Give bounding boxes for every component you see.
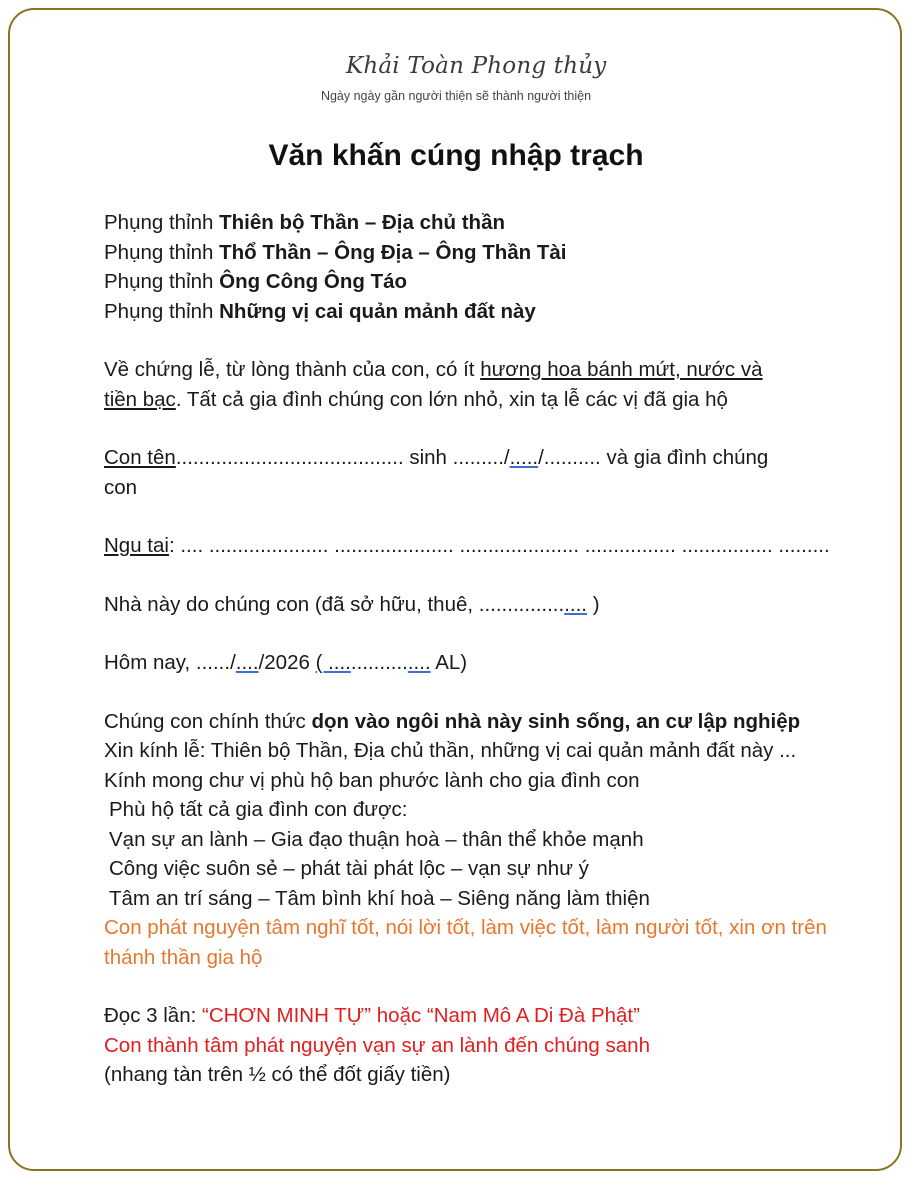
- invocation-line: [104, 267, 844, 297]
- ownership-text: Nhà này do chúng con (đã sở hữu, thuê, ...............: [104, 592, 565, 616]
- invocation-line: [104, 297, 844, 327]
- document-body: [104, 208, 844, 1090]
- offering-underlined: hương hoa bánh mứt, nước và: [480, 358, 763, 381]
- document-title: Văn khấn cúng nhập trạch: [268, 139, 644, 172]
- blessing-line: Công việc suôn sẻ – phát tài phát lộc – vạn sự như ý: [109, 857, 589, 880]
- brand-logo: [340, 44, 607, 88]
- invocation-prefix: Phụng thỉnh: [104, 299, 220, 323]
- ownership-close: ): [587, 592, 600, 616]
- blessing-line: Phù hộ tất cả gia đình con được:: [109, 798, 408, 821]
- chant-line: [104, 1001, 844, 1031]
- month-blank: .....: [509, 446, 539, 469]
- closing-vow: Con thành tâm phát nguyện vạn sự an lành đến chúng sanh: [104, 1033, 650, 1057]
- date-line: [104, 648, 844, 678]
- invocation-prefix: Phụng thỉnh: [104, 240, 220, 264]
- chant-quote: “CHƠN MINH TỰ” hoặc “Nam Mô A Di Đà Phật”: [202, 1004, 640, 1027]
- blessing-line: Tâm an trí sáng – Tâm bình khí hoà – Siêng năng làm thiện: [109, 886, 650, 910]
- invocation-line: [104, 208, 844, 238]
- day-blank: ....: [235, 651, 259, 674]
- invocation-prefix: Phụng thỉnh: [104, 270, 220, 293]
- brand-name: Khải Toàn Phong thủy: [346, 53, 607, 79]
- blessing-intro: Xin kính lễ: Thiên bộ Thần, Địa chủ thần, những vị cai quản mảnh đất này ... Kính mong chư vị phù hộ ban phước lành cho gia đình con: [104, 739, 797, 792]
- blessing-line: Vạn sự an lành – Gia đạo thuận hoà – thân thể khỏe mạnh: [109, 827, 644, 851]
- year-blank: .......... và gia đình chúng: [543, 446, 769, 469]
- name-line-continuation: con: [104, 475, 138, 499]
- date-separator: /: [538, 446, 544, 469]
- spacer: [104, 678, 844, 707]
- name-line: [104, 443, 844, 502]
- incense-note: (nhang tàn trên ½ có thể đốt giấy tiền): [104, 1063, 451, 1086]
- invocation-name: Những vị cai quản mảnh đất này: [219, 299, 536, 323]
- invocation-prefix: Phụng thỉnh: [104, 211, 220, 234]
- spacer: [104, 326, 844, 355]
- offering-text: . Tất cả gia đình chúng con lớn nhỏ, xin tạ lễ các vị đã gia hộ: [175, 387, 728, 411]
- date-year: /2026: [258, 651, 316, 674]
- date-text: Hôm nay, ....../: [104, 651, 236, 674]
- name-blank: ........................................ sinh .........: [175, 446, 504, 469]
- offering-paragraph: [104, 355, 844, 414]
- spacer: [104, 619, 844, 648]
- lunar-dots: ..........: [350, 651, 408, 674]
- spacer: [104, 502, 844, 531]
- move-in-bold: dọn vào ngôi nhà này sinh sống, an cư lập nghiệp: [311, 709, 801, 733]
- lunar-suffix: AL): [430, 651, 468, 674]
- invocation-line: [104, 238, 844, 268]
- ownership-line: [104, 590, 844, 620]
- ownership-blank: ....: [564, 592, 587, 616]
- chant-prefix: Đọc 3 lần:: [104, 1004, 202, 1027]
- offering-underlined: tiền bạc: [104, 387, 176, 411]
- address-blank: : .... ..................... ..................... ..................... ................ ................ .........: [168, 534, 830, 557]
- invocation-name: Ông Công Ông Táo: [219, 270, 408, 293]
- address-line: [104, 531, 844, 561]
- lunar-blank: ( ....: [315, 651, 351, 674]
- move-in-text: Chúng con chính thức: [104, 709, 312, 733]
- spacer: [104, 972, 844, 1001]
- date-separator: /: [503, 446, 510, 469]
- spacer: [104, 561, 844, 590]
- move-in-paragraph: [104, 707, 844, 737]
- spacer: [104, 414, 844, 443]
- invocation-name: Thiên bộ Thần – Địa chủ thần: [219, 211, 505, 234]
- address-label: Ngu tai: [104, 534, 169, 557]
- brand-slogan: Ngày ngày gần người thiện sẽ thành người thiện: [320, 89, 592, 103]
- invocation-name: Thổ Thần – Ông Địa – Ông Thần Tài: [219, 240, 567, 264]
- offering-text: Về chứng lễ, từ lòng thành của con, có ít: [104, 358, 481, 381]
- lunar-blank: ....: [407, 651, 431, 674]
- vow-paragraph: Con phát nguyện tâm nghĩ tốt, nói lời tốt, làm việc tốt, làm người tốt, xin ơn trên thánh thần gia hộ: [104, 916, 827, 969]
- name-label: Con tên: [104, 446, 176, 469]
